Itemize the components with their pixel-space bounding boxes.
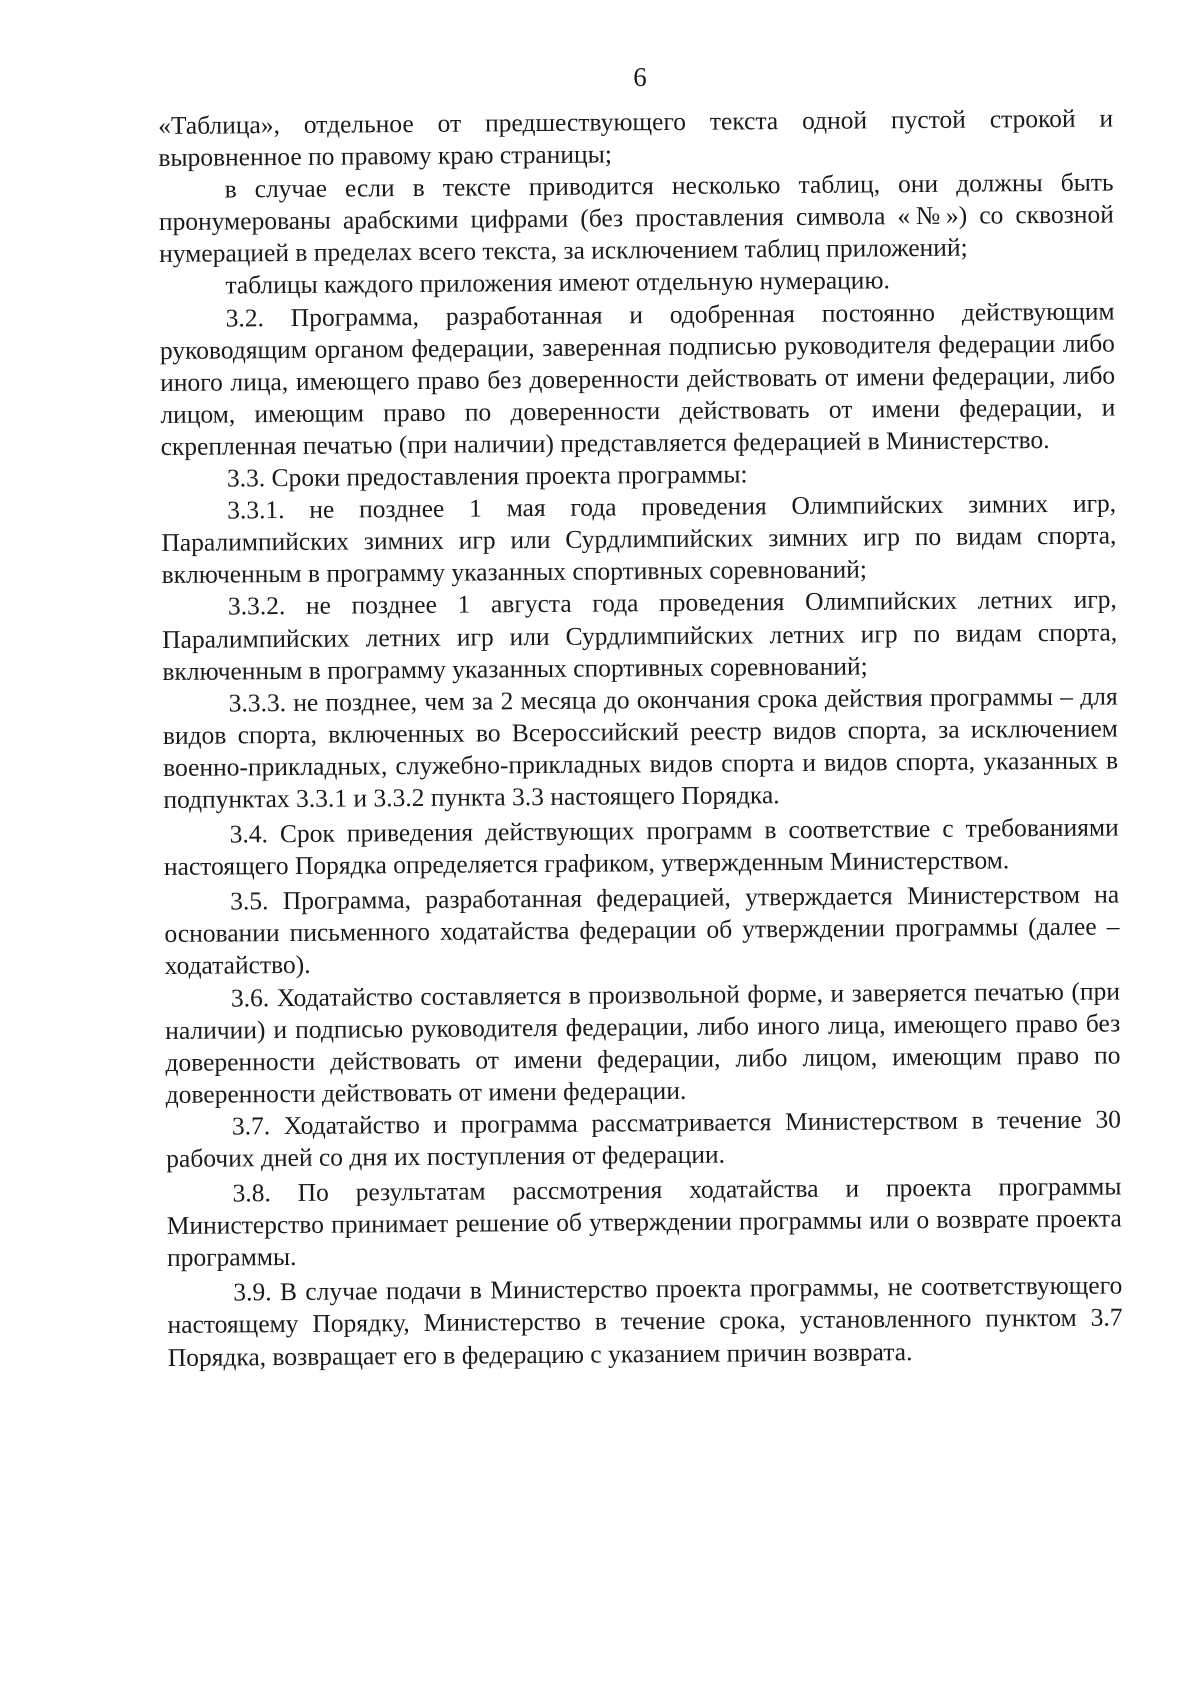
paragraph-appendix-tables: таблицы каждого приложения имеют отдельную нумерацию. [225,265,890,300]
paragraph-3-3: 3.3. Сроки предоставления проекта программы: [226,459,748,493]
paragraph-3-8: 3.8. По результатам рассмотрения ходатайства и проекта программы Министерство принимает решение об утверждении программы или о возврате проекта программы. [166,1171,1122,1273]
paragraph-3-5: 3.5. Программа, разработанная федерацией, утверждается Министерством на основании письменного ходатайства федерации об утверждении программы (далее – ходатайство). [164,879,1120,981]
page-number: 6 [633,62,647,92]
paragraph-3-2: 3.2. Программа, разработанная и одобренная постоянно действующим руководящим органом федерации, заверенная подписью руководителя федерации либо иного лица, имеющего право без доверенности действовать от имени федерации, либо лицом, имеющим право по доверенности действовать от имени федерации, и скрепленная печатью (при наличии) представляется федерацией в Министерство. [159,296,1116,461]
paragraph-3-6: 3.6. Ходатайство составляется в произвольной форме, и заверяется печатью (при наличии) и подписью руководителя федерации, либо иного лица, имеющего право без доверенности действовать от имени федерации, либо лицом, имеющим право по доверенности действовать от имени федерации. [165,976,1121,1109]
paragraph-table-numbering: в случае если в тексте приводится несколько таблиц, они должны быть пронумерованы арабскими цифрами (без проставления символа «№») со сквозной нумерацией в пределах всего текста, за исключением таблиц приложений; [158,167,1114,269]
paragraph-3-4: 3.4. Срок приведения действующих программ в соответствие с требованиями настоящего Порядка определяется графиком, утвержденным Министерством. [163,812,1119,882]
document-body [158,102,1123,1373]
paragraph-3-3-1: 3.3.1. не позднее 1 мая года проведения Олимпийских зимних игр, Паралимпийских зимних игр или Сурдлимпийских зимних игр по видам спорта, включенным в программу указанных спортивных соревнований; [161,488,1117,590]
paragraph-3-3-2: 3.3.2. не позднее 1 августа года проведения Олимпийских летних игр, Паралимпийских летних игр или Сурдлимпийских летних игр по видам спорта, включенным в программу указанных спортивных соревнований; [162,584,1118,686]
paragraph-3-7: 3.7. Ходатайство и программа рассматривается Министерством в течение 30 рабочих дней со дня их поступления от федерации. [166,1104,1122,1173]
paragraph-3-3-3: 3.3.3. не позднее, чем за 2 месяца до окончания срока действия программы – для видов спорта, включенных во Всероссийский реестр видов спорта, за исключением военно-прикладных, служебно-прикладных видов спорта и видов спорта, указанных в подпунктах 3.3.1 и 3.3.2 пункта 3.3 настоящего Порядка. [162,681,1119,814]
paragraph-3-9: 3.9. В случае подачи в Министерство проекта программы, не соответствующего настоящему Порядку, Министерство в течение срока, установленного пунктом 3.7 Порядка, возвращает его в федерацию с указанием причин возврата. [167,1270,1123,1372]
paragraph-table-caption-rule: «Таблица», отдельное от предшествующего текста одной пустой строкой и выровненное по правому краю страницы; [158,103,1114,173]
